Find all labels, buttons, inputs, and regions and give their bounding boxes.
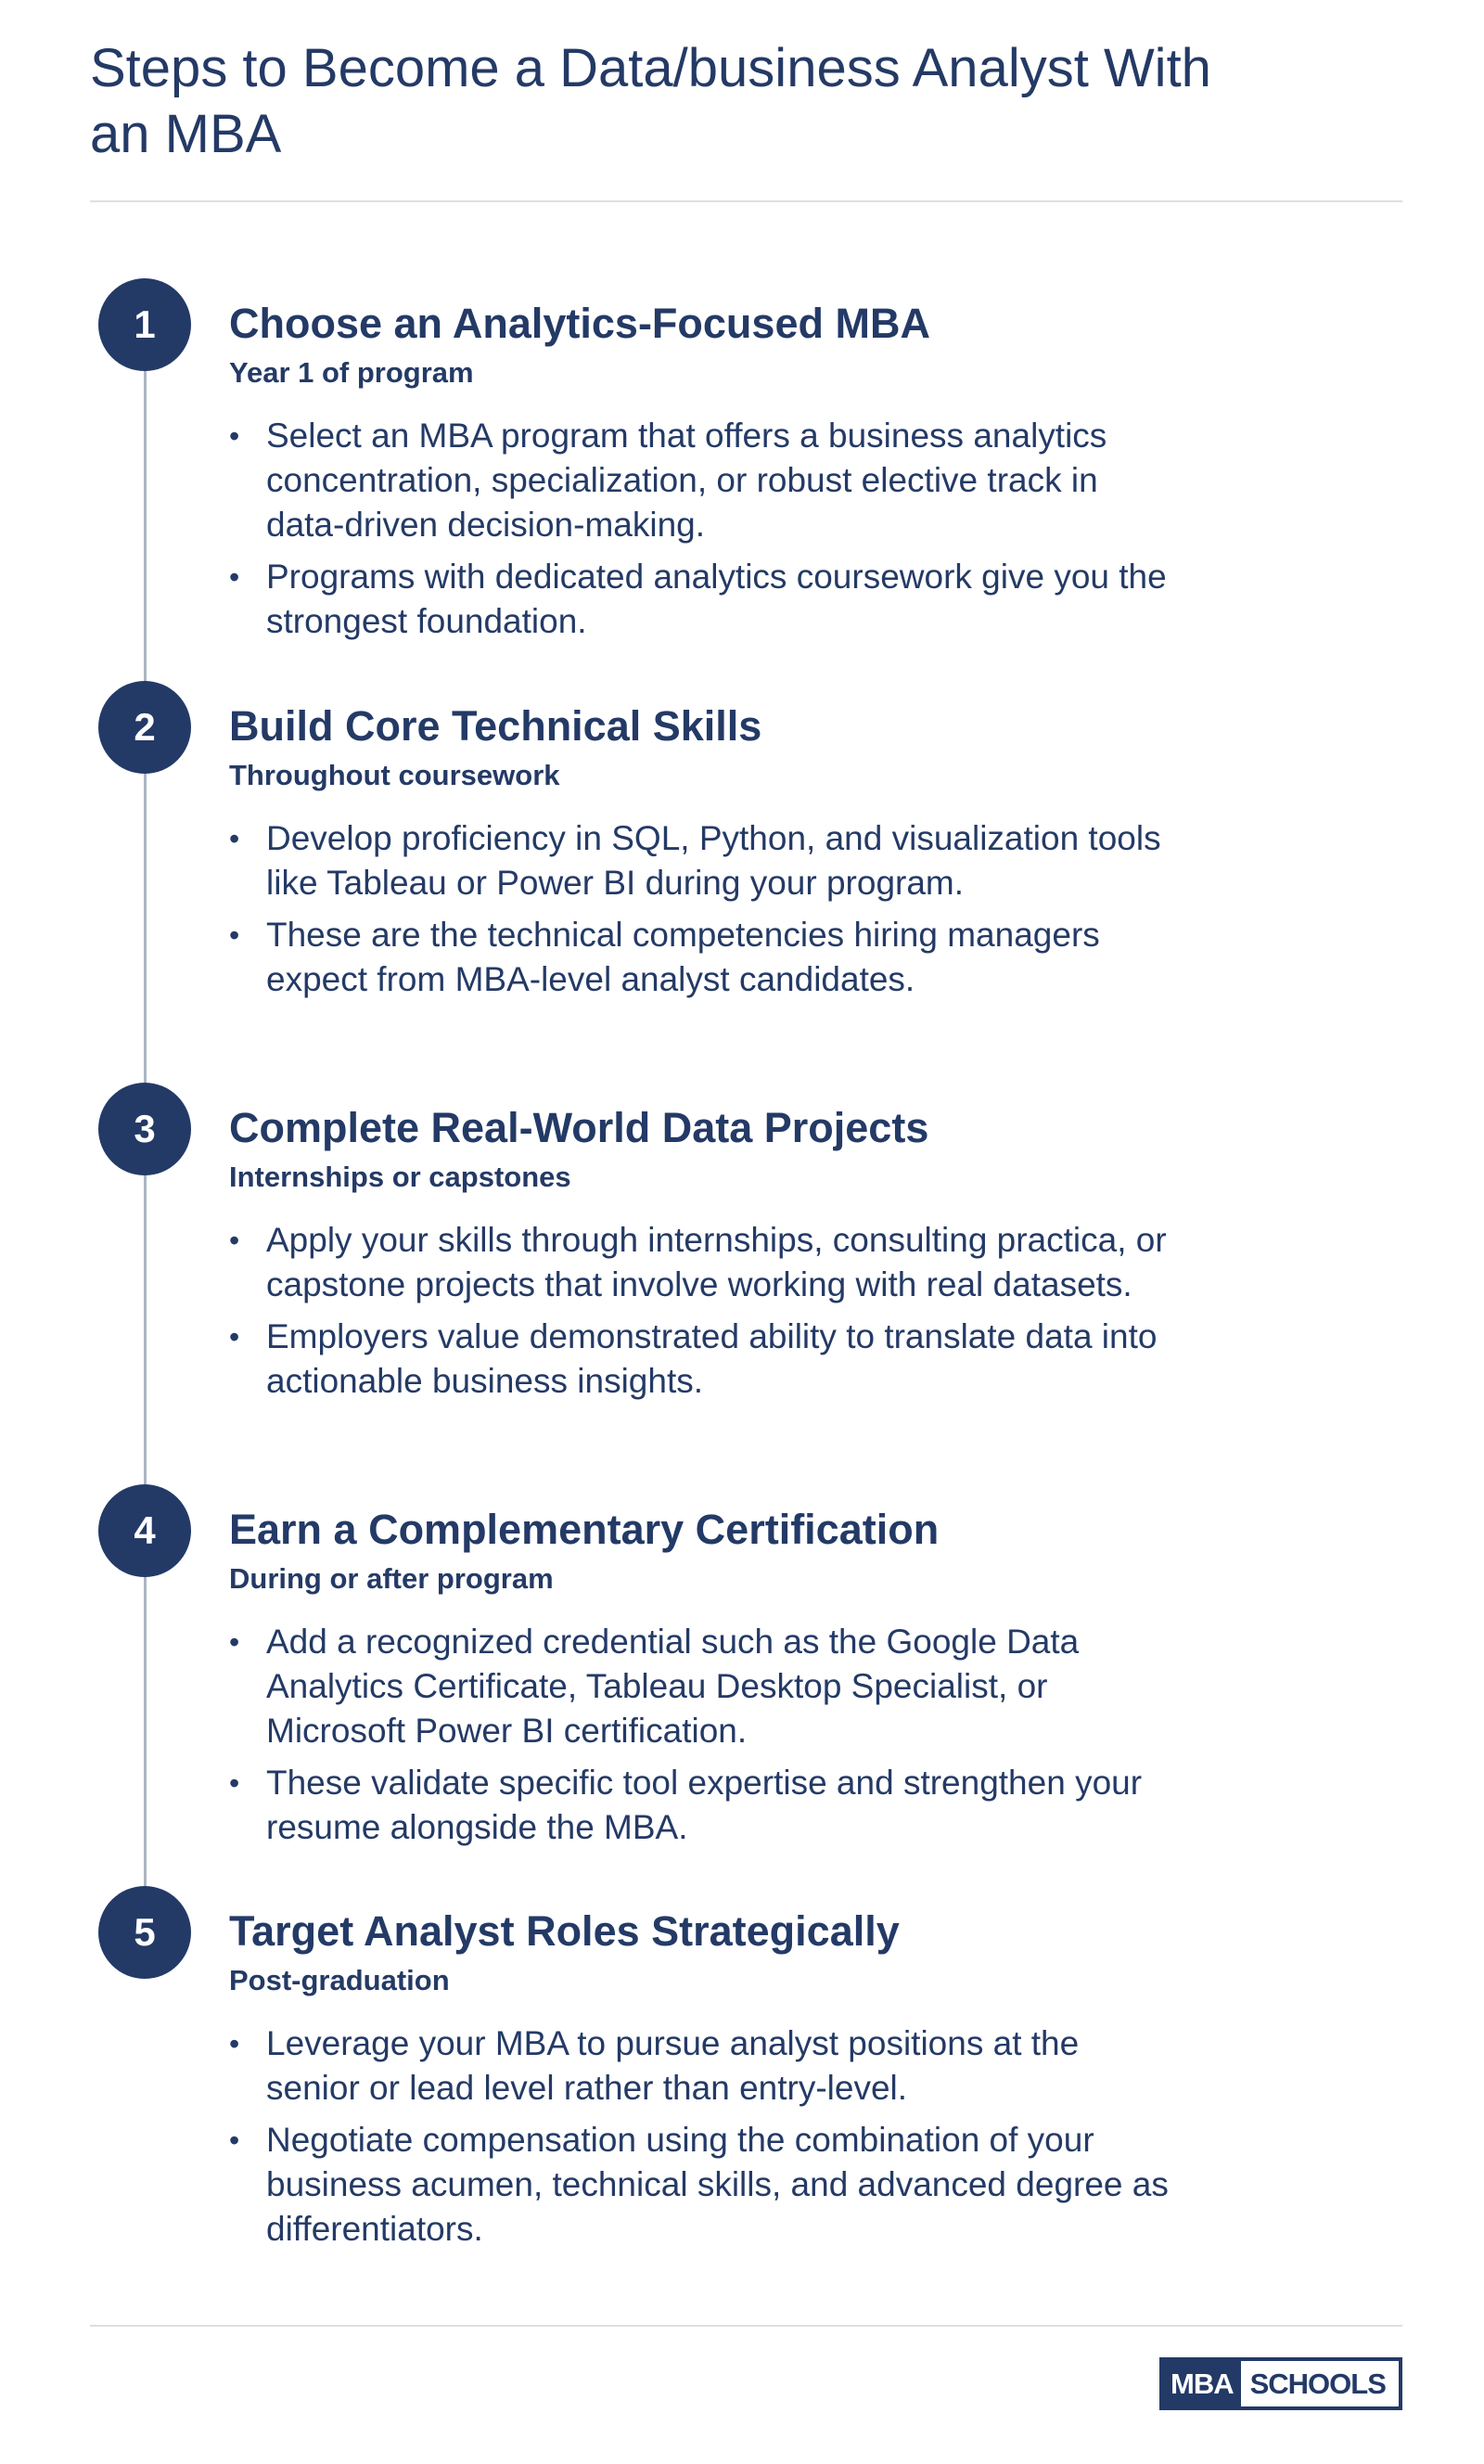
step-content [229,1103,1175,1411]
step-number-badge: 3 [98,1083,191,1175]
step-title: Complete Real-World Data Projects [229,1104,929,1151]
step-timing: Year 1 of program [229,356,474,389]
step-content [229,299,1175,651]
step-timing: Throughout coursework [229,759,560,791]
step-content [229,1505,1175,1857]
logo-schools-text: SCHOOLS [1249,2368,1386,2400]
bullet-item: • Programs with dedicated analytics coursework give you the strongest foundation. [229,555,1175,644]
step-number-badge: 1 [98,278,191,371]
bullet-item: • Develop proficiency in SQL, Python, and visualization tools like Tableau or Power BI during your program. [229,816,1175,905]
bullet-item: • Apply your skills through internships, consulting practica, or capstone projects that involve working with real datasets. [229,1218,1175,1307]
mba-schools-logo [1159,2357,1402,2410]
bullet-item: • Employers value demonstrated ability to translate data into actionable business insights. [229,1315,1175,1404]
bottom-divider [90,2325,1402,2327]
step-number-badge: 4 [98,1484,191,1577]
step-bullet-list [229,414,1175,644]
step-title: Build Core Technical Skills [229,702,762,750]
step-timing: During or after program [229,1562,554,1595]
bullet-item: • Add a recognized credential such as the Google Data Analytics Certificate, Tableau Desktop Specialist, or Microsoft Power BI certification. [229,1620,1175,1753]
page-title: Steps to Become a Data/business Analyst With an MBA [90,38,1211,164]
step-bullet-list [229,1218,1175,1404]
step-bullet-list [229,816,1175,1002]
step-content [229,1906,1175,2259]
step-bullet-list [229,1620,1175,1850]
bullet-item: • These are the technical competencies hiring managers expect from MBA-level analyst candidates. [229,913,1175,1002]
step-content [229,701,1175,1009]
bullet-item: • Select an MBA program that offers a business analytics concentration, specialization, or robust elective track in data-driven decision-making. [229,414,1175,547]
step-number-badge: 5 [98,1886,191,1979]
step-bullet-list [229,2021,1175,2252]
step-timing: Post-graduation [229,1964,450,1996]
bullet-item: • Negotiate compensation using the combination of your business acumen, technical skills, and advanced degree as differentiators. [229,2118,1175,2252]
step-title: Earn a Complementary Certification [229,1506,940,1553]
step-title: Choose an Analytics-Focused MBA [229,300,930,347]
step-title: Target Analyst Roles Strategically [229,1907,900,1955]
logo-mba-text: MBA [1163,2361,1241,2406]
bullet-item: • These validate specific tool expertise and strengthen your resume alongside the MBA. [229,1761,1175,1850]
step-number-badge: 2 [98,681,191,774]
top-divider [90,200,1402,202]
step-timing: Internships or capstones [229,1161,571,1193]
bullet-item: • Leverage your MBA to pursue analyst positions at the senior or lead level rather than entry-level. [229,2021,1175,2111]
